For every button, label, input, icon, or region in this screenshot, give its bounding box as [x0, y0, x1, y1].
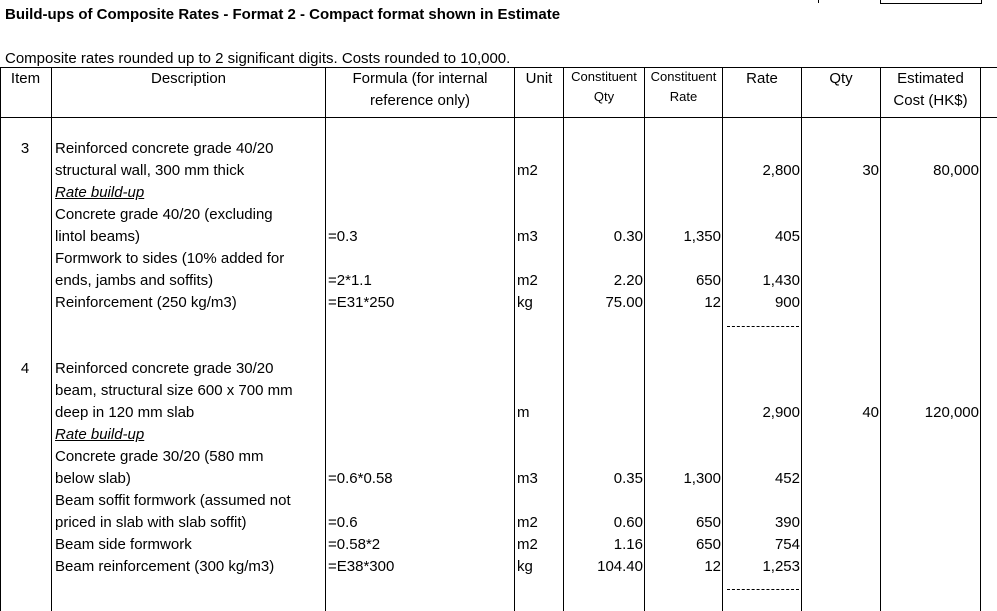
- buildup-formula: =0.6*0.58: [328, 470, 393, 487]
- subtotal-dashed-line: [727, 589, 799, 590]
- item-qty: 30: [862, 162, 879, 179]
- buildup-constituent-qty: 0.35: [613, 470, 643, 487]
- header-constituent-rate: Constituent Rate: [650, 69, 717, 104]
- header-constituent-qty: Constituent Qty: [571, 69, 637, 104]
- item-qty: 40: [862, 404, 879, 421]
- header-formula: Formula (for internal reference only): [352, 70, 488, 109]
- buildup-constituent-qty: 0.30: [613, 228, 643, 245]
- rate-buildup-label: Rate build-up: [55, 184, 145, 201]
- buildup-description: Beam soffit formwork (assumed not: [55, 492, 291, 509]
- buildup-description: Concrete grade 30/20 (580 mm: [55, 448, 264, 465]
- buildup-unit: kg: [517, 294, 533, 311]
- buildup-constituent-rate: 650: [695, 272, 721, 289]
- buildup-formula: =2*1.1: [328, 272, 372, 289]
- header-bottom-border: [0, 117, 997, 118]
- rounding-note: Composite rates rounded up to 2 significant digits. Costs rounded to 10,000.: [5, 50, 511, 67]
- header-unit: Unit: [525, 70, 553, 87]
- buildup-constituent-rate: 1,350: [683, 228, 721, 245]
- buildup-description: Concrete grade 40/20 (excluding: [55, 206, 273, 223]
- header-description: Description: [150, 70, 227, 87]
- rate-buildup-label: Rate build-up: [55, 426, 145, 443]
- col-line-formula: [514, 67, 515, 611]
- buildup-constituent-rate: 12: [704, 294, 721, 311]
- buildup-formula: =0.58*2: [328, 536, 381, 553]
- cropped-box: [880, 0, 982, 4]
- buildup-unit: m3: [517, 228, 538, 245]
- buildup-description: ends, jambs and soffits): [55, 272, 214, 289]
- buildup-rate: 900: [774, 294, 800, 311]
- buildup-formula: =E38*300: [328, 558, 395, 575]
- col-line-item: [51, 67, 52, 611]
- buildup-constituent-rate: 650: [695, 536, 721, 553]
- buildup-unit: m2: [517, 514, 538, 531]
- buildup-constituent-qty: 1.16: [613, 536, 643, 553]
- page-title: Build-ups of Composite Rates - Format 2 - Compact format shown in Estimate: [5, 6, 561, 23]
- item-rate: 2,800: [762, 162, 800, 179]
- buildup-rate: 390: [774, 514, 800, 531]
- header-item: Item: [10, 70, 41, 87]
- col-line-unit: [563, 67, 564, 611]
- buildup-description: priced in slab with slab soffit): [55, 514, 247, 531]
- col-line-qty: [880, 67, 881, 611]
- buildup-constituent-rate: 650: [695, 514, 721, 531]
- buildup-description: Beam side formwork: [55, 536, 192, 553]
- item-number: 4: [20, 360, 30, 377]
- buildup-unit: m2: [517, 272, 538, 289]
- buildup-description: lintol beams): [55, 228, 141, 245]
- buildup-unit: m2: [517, 536, 538, 553]
- item-description: Reinforced concrete grade 30/20: [55, 360, 274, 377]
- buildup-rate: 1,430: [762, 272, 800, 289]
- item-unit: m2: [517, 162, 538, 179]
- header-estimated-cost: Estimated Cost (HK$): [893, 70, 968, 109]
- buildup-rate: 1,253: [762, 558, 800, 575]
- item-description: beam, structural size 600 x 700 mm: [55, 382, 293, 399]
- header-rate: Rate: [746, 70, 778, 87]
- buildup-constituent-qty: 104.40: [597, 558, 643, 575]
- buildup-rate: 405: [774, 228, 800, 245]
- item-number: 3: [20, 140, 30, 157]
- buildup-constituent-qty: 0.60: [613, 514, 643, 531]
- subtotal-dashed-line: [727, 326, 799, 327]
- buildup-description: Beam reinforcement (300 kg/m3): [55, 558, 275, 575]
- item-cost: 80,000: [933, 162, 979, 179]
- buildup-constituent-rate: 1,300: [683, 470, 721, 487]
- buildup-description: Reinforcement (250 kg/m3): [55, 294, 237, 311]
- col-line-rate: [801, 67, 802, 611]
- buildup-rate: 754: [774, 536, 800, 553]
- col-line-cost: [980, 67, 981, 611]
- item-cost: 120,000: [924, 404, 979, 421]
- buildup-description: Formwork to sides (10% added for: [55, 250, 285, 267]
- item-rate: 2,900: [762, 404, 800, 421]
- item-unit: m: [517, 404, 530, 421]
- buildup-constituent-qty: 2.20: [613, 272, 643, 289]
- buildup-formula: =0.6: [328, 514, 358, 531]
- item-description: structural wall, 300 mm thick: [55, 162, 245, 179]
- col-line-desc: [325, 67, 326, 611]
- buildup-rate: 452: [774, 470, 800, 487]
- buildup-formula: =E31*250: [328, 294, 395, 311]
- buildup-constituent-qty: 75.00: [605, 294, 643, 311]
- header-qty: Qty: [829, 70, 853, 87]
- buildup-unit: m3: [517, 470, 538, 487]
- buildup-unit: kg: [517, 558, 533, 575]
- buildup-description: below slab): [55, 470, 131, 487]
- buildup-constituent-rate: 12: [704, 558, 721, 575]
- buildup-formula: =0.3: [328, 228, 358, 245]
- item-description: Reinforced concrete grade 40/20: [55, 140, 274, 157]
- cropped-tick: [818, 0, 819, 3]
- item-description: deep in 120 mm slab: [55, 404, 195, 421]
